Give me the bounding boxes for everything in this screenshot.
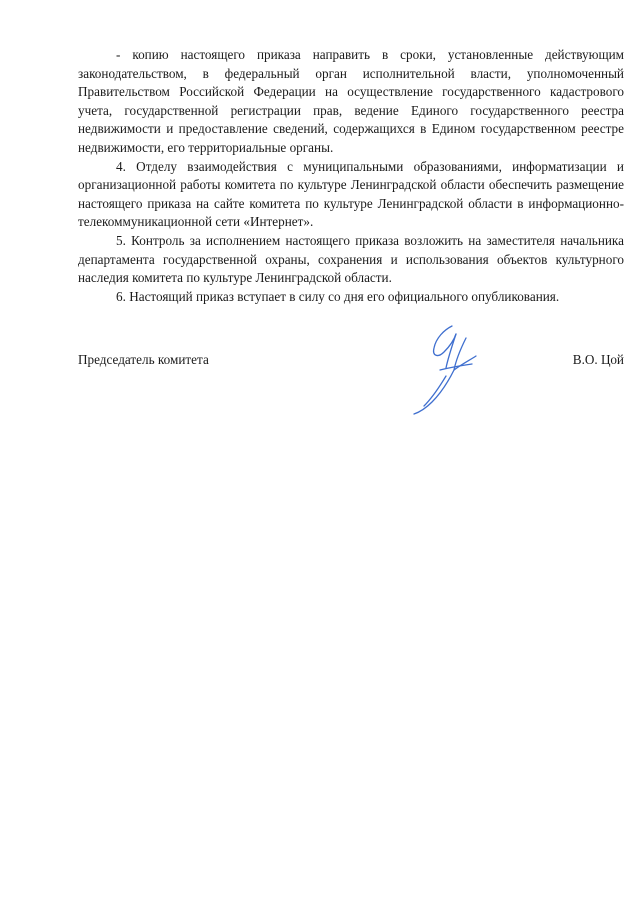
paragraph-cadastre-copy: - копию настоящего приказа направить в сроки, установленные действующим законодательством, в федеральный орган исполнительной власти, уполномоченный Правительством Российской Федерации на осуществление государственного кадастрового учета, государственной регистрации прав, ведение Единого государственного реестра недвижимости и предоставление сведений, содержащихся в Едином государственном реестре недвижимости, его территориальные органы.: [78, 47, 624, 155]
handwritten-signature: [396, 320, 488, 416]
signatory-position: Председатель комитета: [78, 352, 209, 367]
paragraph-item-4: 4. Отделу взаимодействия с муниципальными образованиями, информатизации и организационной работы комитета по культуре Ленинградской области обеспечить размещение настоящего приказа на сайте комитета по культуре Ленинградской области в информационно-телекоммуникационной сети «Интернет».: [78, 158, 624, 230]
document-body: [78, 46, 624, 306]
signature-block: [78, 352, 624, 376]
signatory-name: В.О. Цой: [572, 352, 624, 367]
paragraph-item-5: 5. Контроль за исполнением настоящего приказа возложить на заместителя начальника департамента государственной охраны, сохранения и использования объектов культурного наследия комитета по культуре Ленинградской области.: [78, 232, 624, 286]
paragraph-item-6: 6. Настоящий приказ вступает в силу со дня его официального опубликования.: [116, 288, 560, 304]
